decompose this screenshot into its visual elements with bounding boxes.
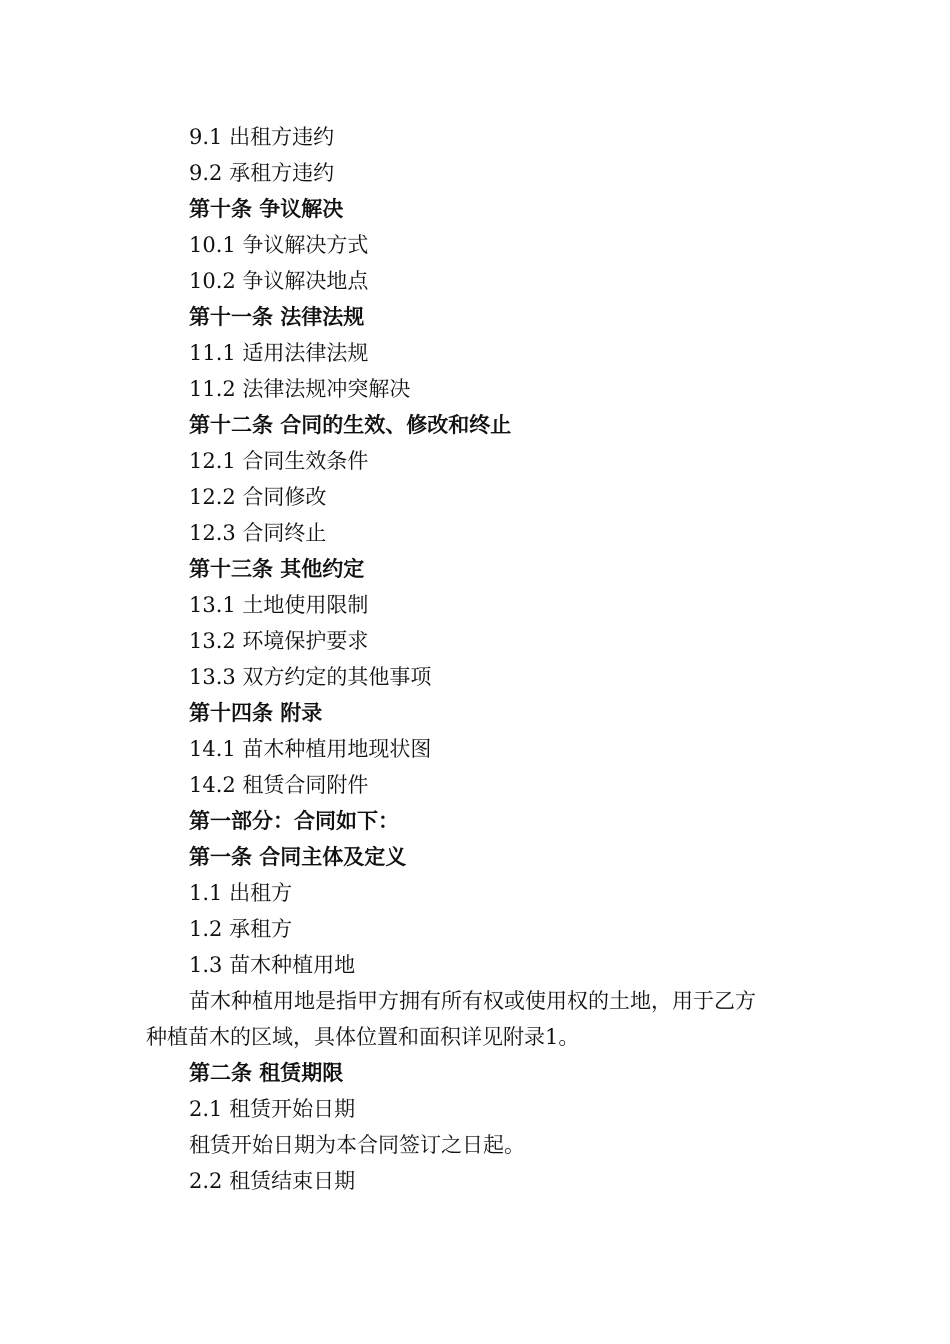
section-heading: 第十二条 合同的生效、修改和终止 (189, 413, 512, 437)
section-item: 11.2 法律法规冲突解决 (189, 377, 411, 401)
paragraph-line: 种植苗木的区域，具体位置和面积详见附录1。 (146, 1025, 580, 1049)
section-item: 12.1 合同生效条件 (189, 449, 369, 473)
section-item: 1.2 承租方 (189, 917, 293, 941)
section-item: 1.3 苗木种植用地 (189, 953, 356, 977)
section-item: 12.3 合同终止 (189, 521, 327, 545)
section-item: 14.2 租赁合同附件 (189, 773, 369, 797)
section-item: 13.1 土地使用限制 (189, 593, 369, 617)
section-heading: 第二条 租赁期限 (189, 1061, 344, 1085)
section-item: 9.2 承租方违约 (189, 161, 335, 185)
section-heading: 第一部分：合同如下： (189, 809, 399, 833)
section-item: 10.1 争议解决方式 (189, 233, 369, 257)
line-group-before (146, 119, 806, 983)
section-item: 14.1 苗木种植用地现状图 (189, 737, 432, 761)
line-group-after (146, 1055, 806, 1199)
section-item: 9.1 出租方违约 (189, 125, 335, 149)
section-heading: 第十三条 其他约定 (189, 557, 365, 581)
section-heading: 第十一条 法律法规 (189, 305, 365, 329)
section-item: 10.2 争议解决地点 (189, 269, 369, 293)
section-item: 2.2 租赁结束日期 (189, 1169, 356, 1193)
section-item: 租赁开始日期为本合同签订之日起。 (189, 1133, 525, 1157)
section-heading: 第十条 争议解决 (189, 197, 344, 221)
section-heading: 第一条 合同主体及定义 (189, 845, 407, 869)
section-item: 1.1 出租方 (189, 881, 293, 905)
section-item: 11.1 适用法律法规 (189, 341, 369, 365)
paragraph-line: 苗木种植用地是指甲方拥有所有权或使用权的土地，用于乙方 (189, 989, 756, 1013)
document-body (146, 119, 806, 1199)
section-item: 13.3 双方约定的其他事项 (189, 665, 432, 689)
paragraph-land-definition (146, 983, 806, 1055)
section-heading: 第十四条 附录 (189, 701, 323, 725)
section-item: 2.1 租赁开始日期 (189, 1097, 356, 1121)
section-item: 12.2 合同修改 (189, 485, 327, 509)
section-item: 13.2 环境保护要求 (189, 629, 369, 653)
